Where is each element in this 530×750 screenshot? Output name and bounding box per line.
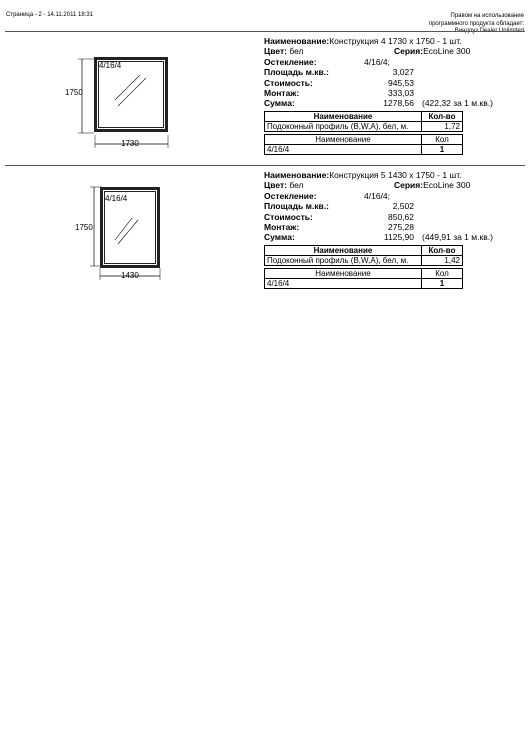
- table-header: Кол: [422, 135, 463, 145]
- glass-label: 4/16/4: [105, 194, 128, 203]
- color-label: Цвет:: [264, 46, 287, 57]
- license-line: Правом на использование: [450, 13, 524, 19]
- divider: [5, 31, 525, 32]
- color-value: бел: [289, 46, 304, 57]
- construction-info: [264, 36, 524, 109]
- table-cell: 1: [422, 279, 463, 289]
- sum-per-m2: (422,32 за 1 м.кв.): [422, 98, 493, 109]
- license-line: программного продукта обладает:: [428, 20, 524, 27]
- construction-info: [264, 170, 524, 243]
- mount-label: Монтаж:: [264, 87, 300, 98]
- series-value: EcoLine 300: [423, 46, 471, 57]
- page-header-date: Страница - 2 - 14.11.2011 18:31: [6, 12, 94, 18]
- sum-value: 1278,56: [383, 98, 414, 109]
- glazing-label: Остекление:: [264, 56, 317, 67]
- divider: [5, 165, 525, 166]
- license-note: [429, 13, 524, 36]
- glazing-label: Остекление:: [264, 190, 317, 201]
- cost-label: Стоимость:: [264, 77, 313, 88]
- series-value: EcoLine 300: [423, 180, 471, 191]
- name-value: Конструкция 5 1430 х 1750 - 1 шт.: [329, 170, 462, 180]
- cost-label: Стоимость:: [264, 211, 313, 222]
- mount-value: 333,03: [388, 87, 414, 98]
- table-cell: 4/16/4: [265, 145, 422, 155]
- name-label: Наименование:: [264, 170, 330, 180]
- table-header: Наименование: [265, 135, 422, 145]
- table-cell: 1: [422, 145, 463, 155]
- profile-table: [264, 111, 463, 132]
- mount-value: 275,28: [388, 221, 414, 232]
- area-value: 3,027: [392, 67, 414, 78]
- sum-label: Сумма:: [264, 232, 295, 243]
- mount-label: Монтаж:: [264, 221, 300, 232]
- table-cell: 1,72: [422, 122, 463, 132]
- sum-per-m2: (449,91 за 1 м.кв.): [422, 232, 493, 243]
- glass-table: [264, 268, 463, 289]
- width-dimension: 1430: [121, 271, 139, 280]
- height-dimension: 1750: [75, 223, 93, 232]
- table-header: Кол-во: [422, 112, 463, 122]
- sum-value: 1125,90: [383, 232, 414, 243]
- height-dimension: 1750: [65, 88, 83, 97]
- table-header: Наименование: [265, 269, 422, 279]
- area-label: Площадь м.кв.:: [264, 67, 329, 78]
- color-value: бел: [289, 180, 304, 191]
- area-label: Площадь м.кв.:: [264, 201, 329, 212]
- color-label: Цвет:: [264, 180, 287, 191]
- table-header: Наименование: [265, 112, 422, 122]
- series-label: Серия:: [394, 180, 424, 191]
- glass-table: [264, 134, 463, 155]
- area-value: 2,502: [392, 201, 414, 212]
- name-value: Конструкция 4 1730 х 1750 - 1 шт.: [329, 36, 462, 46]
- name-label: Наименование:: [264, 36, 330, 46]
- glazing-value: 4/16/4;: [364, 56, 390, 67]
- sum-label: Сумма:: [264, 98, 295, 109]
- table-header: Кол-во: [422, 246, 463, 256]
- cost-value: 945,53: [388, 77, 414, 88]
- table-cell: Подоконный профиль (B,W,A), бел, м.: [265, 122, 422, 132]
- table-cell: 4/16/4: [265, 279, 422, 289]
- glass-label: 4/16/4: [99, 61, 122, 70]
- series-label: Серия:: [394, 46, 424, 57]
- table-cell: Подоконный профиль (B,W,A), бел, м.: [265, 256, 422, 266]
- width-dimension: 1730: [121, 139, 139, 148]
- profile-table: [264, 245, 463, 266]
- license-line: Виндоуз Dealer Unlimited: [454, 28, 524, 35]
- table-header: Наименование: [265, 246, 422, 256]
- glazing-value: 4/16/4;: [364, 190, 390, 201]
- cost-value: 850,62: [388, 211, 414, 222]
- table-cell: 1,42: [422, 256, 463, 266]
- table-header: Кол: [422, 269, 463, 279]
